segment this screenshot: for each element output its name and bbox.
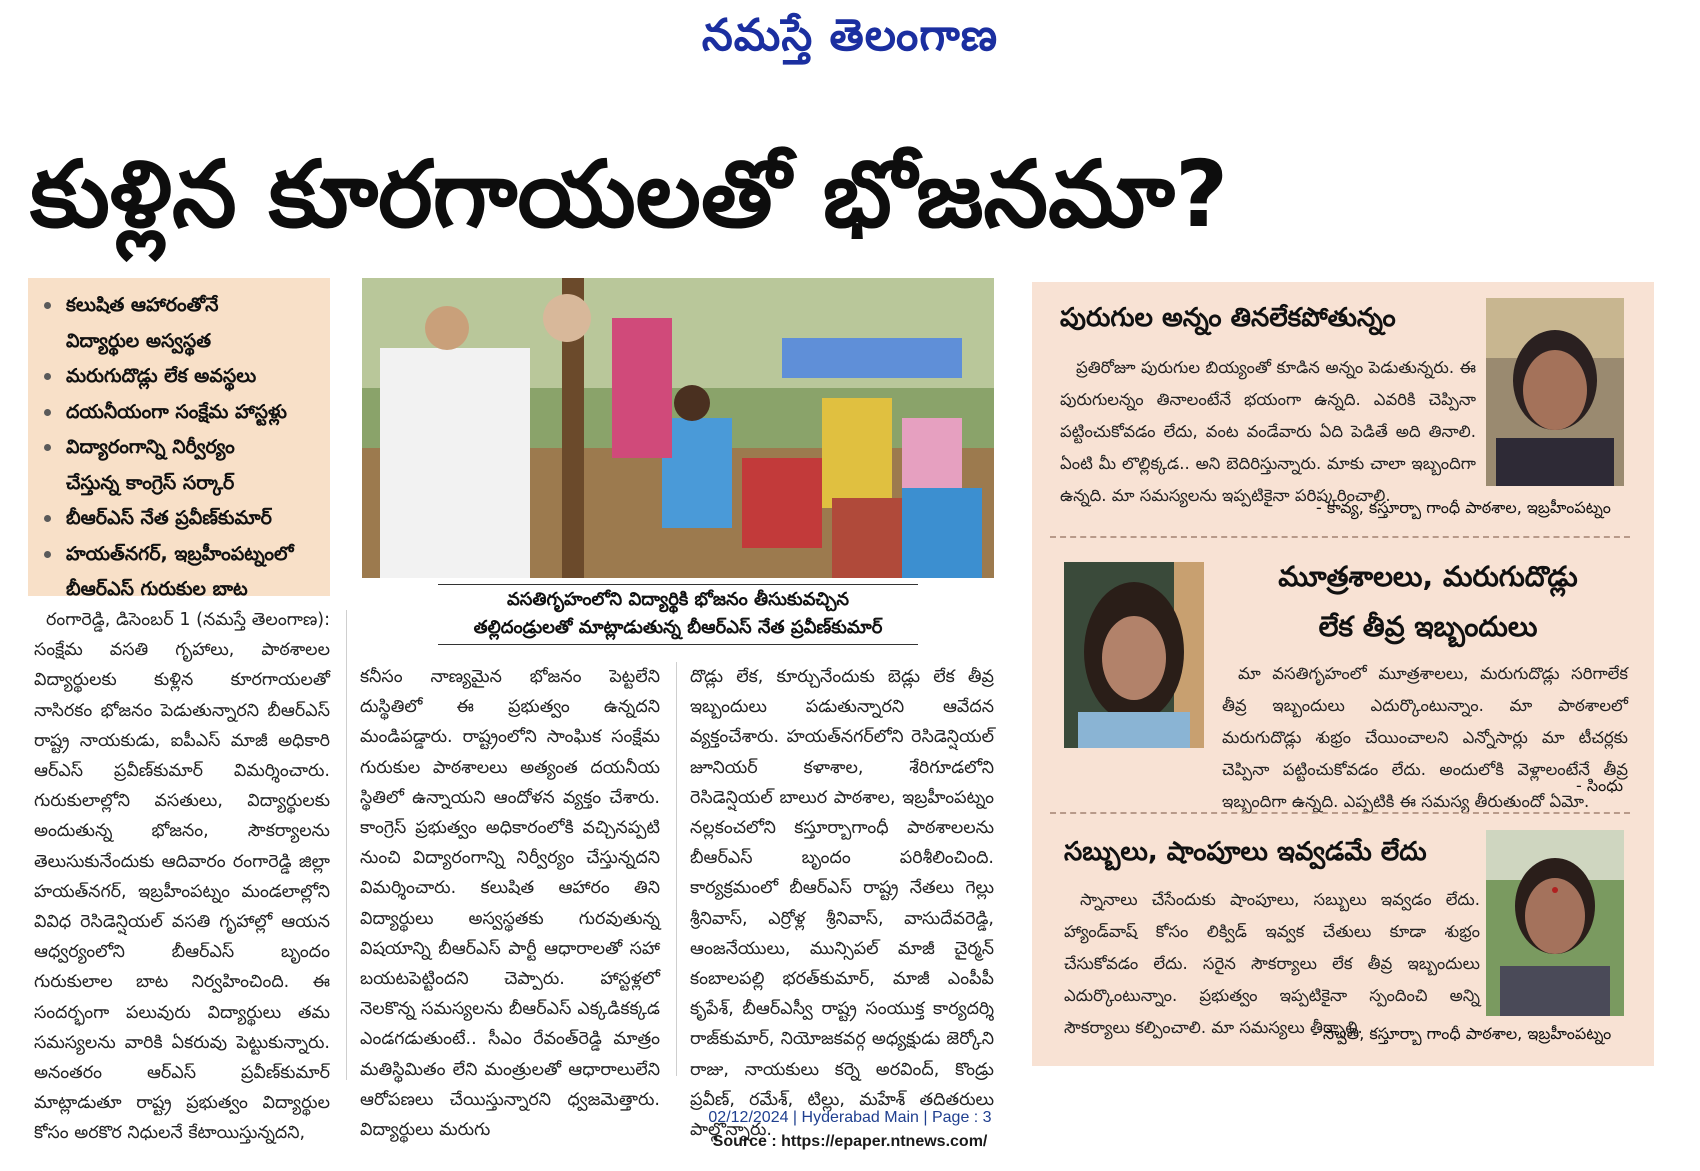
- highlight-item: బీఆర్ఎస్ నేత ప్రవీణ్‌కుమార్: [42, 501, 320, 537]
- bullet-icon: [44, 444, 51, 451]
- article-column-1: రంగారెడ్డి, డిసెంబర్ 1 (నమస్తే తెలంగాణ): సంక్షేమ వసతి గృహాలు, పాఠశాలల విద్యార్థులకు కుళ్లిన కూరగాయలతో నాసిరకం భోజనం పెడుతున్నారని బీఆర్ఎస్ రాష్ట్ర నాయకుడు, ఐపీఎస్ మాజీ అధికారి ఆర్ఎస్ ప్రవీణ్‌కుమార్ విమర్శించారు. గురుకులాల్లోని వసతులు, విద్యార్థులకు అందుతున్న భోజనం, సౌకర్యాలను తెలుసుకునేందుకు ఆదివారం రంగారెడ్డి జిల్లా హయత్‌నగర్, ఇబ్రహీంపట్నం మండలాల్లోని వివిధ రెసిడెన్షియల్ వసతి గృహాల్లో ఆయన ఆధ్వర్యంలోని బీఆర్ఎస్ బృందం గురుకులాల బాట నిర్వహించింది. ఈ సందర్భంగా పలువురు విద్యార్థులు తమ సమస్యలను వారికి ఏకరువు పెట్టుకున్నారు. అనంతరం ఆర్ఎస్ ప్రవీణ్‌కుమార్ మాట్లాడుతూ రాష్ట్ర ప్రభుత్వం విద్యార్థుల కోసం అరకొర నిధులనే కేటాయిస్తున్నదని,: [34, 610, 330, 1144]
- testimonial-3-body: స్నానాలు చేసేందుకు షాంపూలు, సబ్బులు ఇవ్వడం లేదు. హ్యాండ్‌వాష్ కోసం లిక్విడ్ ఇవ్వక చేతులు కూడా శుభ్రం చేసుకోవడం లేదు. సరైన సౌకర్యాలు లేక తీవ్ర ఇబ్బందులు ఎదుర్కొంటున్నాం. ప్రభుత్వం ఇప్పటికైనా స్పందించి అన్ని సౌకర్యాలు కల్పించాలి. మా సమస్యలు తీర్చాలి.: [1064, 890, 1480, 1037]
- testimonial-2: [1228, 552, 1628, 652]
- portrait-sindhu-photo: [1064, 562, 1204, 748]
- testimonial-2-title-line2: లేక తీవ్ర ఇబ్బందులు: [1318, 610, 1538, 643]
- footer-source: Source : https://epaper.ntnews.com/: [712, 1133, 988, 1150]
- highlight-item: మరుగుదొడ్లు లేక అవస్థలు: [42, 359, 320, 395]
- highlight-item: విద్యారంగాన్ని నిర్వీర్యం: [42, 430, 320, 466]
- highlight-item: హయత్‌నగర్, ఇబ్రహీంపట్నంలో: [42, 537, 320, 573]
- testimonial-3: [1064, 826, 1484, 1044]
- masthead-logo: నమస్తే తెలంగాణ: [701, 10, 999, 61]
- panel-divider: [1050, 536, 1630, 538]
- testimonial-1-signature: - కావ్య, కస్తూర్బా గాంధీ పాఠశాల, ఇబ్రహీంపట్నం: [1316, 498, 1611, 517]
- caption-top-rule: [438, 584, 918, 585]
- bullet-icon: [44, 409, 51, 416]
- bullet-icon: [44, 302, 51, 309]
- caption-bottom-rule: [438, 644, 918, 645]
- photo-caption: [362, 586, 994, 642]
- testimonial-3-title: సబ్బులు, షాంపూలు ఇవ్వడమే లేదు: [1064, 837, 1427, 867]
- article-column-2: కనీసం నాణ్యమైన భోజనం పెట్టలేని దుస్థితిలో ఈ ప్రభుత్వం ఉన్నదని మండిపడ్డారు. రాష్ట్రంలోని సాంఘిక సంక్షేమ గురుకుల పాఠశాలలు అత్యంత దయనీయ స్థితిలో ఉన్నాయని ఆందోళన వ్యక్తం చేశారు. కాంగ్రెస్ ప్రభుత్వం అధికారంలోకి వచ్చినప్పటి నుంచి విద్యారంగాన్ని నిర్వీర్యం చేస్తున్నదని విమర్శించారు. కలుషిత ఆహారం తిని విద్యార్థులు అస్వస్థతకు గురవుతున్న విషయాన్ని బీఆర్ఎస్ పార్టీ ఆధారాలతో సహా బయటపెట్టిందని చెప్పారు. హాస్టళ్లలో నెలకొన్న సమస్యలను బీఆర్ఎస్ ఎక్కడికక్కడ ఎండగడుతుంటే.. సీఎం రేవంత్‌రెడ్డి మాత్రం మతిస్థిమితం లేని మంత్రులతో ఆధారాలులేని ఆరోపణలు చేయిస్తున్నారని ధ్వజమెత్తారు. విద్యార్థులు మరుగు: [360, 667, 660, 1141]
- testimonial-1-body: ప్రతిరోజూ పురుగుల బియ్యంతో కూడిన అన్నం పెడుతున్నరు. ఈ పురుగులన్నం తినాలంటేనే భయంగా ఉన్నది. ఎవరికి చెప్పినా పట్టించుకోవడం లేదు, వంట వండేవారు ఏది పెడితే అది తినాలి. ఏంటి మీ లొల్లిక్కడ.. అని బెదిరిస్తున్నారు. మాకు చాలా ఇబ్బందిగా ఉన్నది. మా సమస్యలను ఇప్పటికైనా పరిష్కరించాలి.: [1060, 358, 1476, 505]
- column-divider: [346, 610, 347, 1080]
- testimonial-2-title-line1: మూత్రశాలలు, మరుగుదొడ్లు: [1278, 560, 1578, 593]
- headline: కుళ్లిన కూరగాయలతో భోజనమా?: [30, 141, 1229, 248]
- portrait-swathi: [1486, 830, 1624, 1016]
- portrait-kavya: [1486, 298, 1624, 486]
- article-column-3: దొడ్లు లేక, కూర్చునేందుకు బెడ్లు లేక తీవ్ర ఇబ్బందులు పడుతున్నారని ఆవేదన వ్యక్తంచేశారు. హయత్‌నగర్‌లోని రెసిడెన్షియల్ జూనియర్ కళాశాల, శేరిగూడలోని రెసిడెన్షియల్ బాలుర పాఠశాల, ఇబ్రహీంపట్నం నల్లకంచలోని కస్తూర్బాగాంధీ పాఠశాలలను బీఆర్ఎస్ బృందం పరిశీలించింది. కార్యక్రమంలో బీఆర్ఎస్ రాష్ట్ర నేతలు గెల్లు శ్రీనివాస్, ఎర్రోళ్ల శ్రీనివాస్, వాసుదేవరెడ్డి, ఆంజనేయులు, మున్సిపల్ మాజీ చైర్మన్ కంబాలపల్లి భరత్‌కుమార్, మాజీ ఎంపీపీ కృపేశ్, బీఆర్ఎస్వీ రాష్ట్ర సంయుక్త కార్యదర్శి రాజ్‌కుమార్, నియోజకవర్గ అధ్యక్షుడు జెర్కోని రాజు, నాయకులు కర్నె అరవింద్, కొండ్రు ప్రవీణ్, రమేశ్, టిల్లు, మహేశ్ తదితరులు పాల్గొన్నారు.: [690, 667, 994, 1141]
- footer: [0, 1106, 1700, 1154]
- testimonial-2-body: మా వసతిగృహంలో మూత్రశాలలు, మరుగుదొడ్లు సరిగాలేక తీవ్ర ఇబ్బందులు ఎదుర్కొంటున్నాం. మా పాఠశాలలో మరుగుదొడ్లు శుభ్రం చేయించాలని ఎన్నోసార్లు మా టీచర్లకు చెప్పినా పట్టించుకోవడం లేదు. అందులోకి వెళ్లాలంటేనే తీవ్ర ఇబ్బందిగా ఉన్నది. ఎప్పటికి ఈ సమస్య తీరుతుందో ఏమో.: [1222, 664, 1628, 811]
- portrait-swathi-photo: [1486, 830, 1624, 1016]
- highlight-item: కలుషిత ఆహారంతోనే: [42, 288, 320, 324]
- highlight-item: బీఆర్ఎస్ గురుకుల బాట: [66, 578, 248, 600]
- column-divider: [676, 662, 677, 1076]
- highlight-item: దయనీయంగా సంక్షేమ హాస్టళ్లు: [42, 395, 320, 431]
- bullet-icon: [44, 515, 51, 522]
- news-photo-illustration: [362, 278, 994, 578]
- portrait-sindhu: [1064, 562, 1204, 748]
- photo-caption-line1: వసతిగృహంలోని విద్యార్థికి భోజనం తీసుకువచ్చిన: [506, 589, 850, 610]
- testimonial-3-signature: - స్వాతి, కస్తూర్బా గాంధీ పాఠశాల, ఇబ్రహీంపట్నం: [1312, 1024, 1612, 1043]
- highlight-item: విద్యార్థుల అస్వస్థత: [66, 329, 212, 352]
- bullet-icon: [44, 373, 51, 380]
- news-photo: [362, 278, 994, 578]
- testimonial-1: [1060, 292, 1480, 512]
- testimonial-2-signature: - సింధు: [1576, 776, 1624, 795]
- testimonial-1-title: పురుగుల అన్నం తినలేకపోతున్నం: [1060, 303, 1396, 333]
- footer-edition-info: 02/12/2024 | Hyderabad Main | Page : 3: [708, 1109, 992, 1126]
- highlight-item: చేస్తున్న కాంగ్రెస్ సర్కార్: [66, 471, 235, 494]
- portrait-kavya-photo: [1486, 298, 1624, 486]
- highlights-box: [28, 278, 330, 600]
- bullet-icon: [44, 551, 51, 558]
- panel-divider: [1050, 812, 1630, 814]
- photo-caption-line2: తల్లిదండ్రులతో మాట్లాడుతున్న బీఆర్ఎస్ నేత ప్రవీణ్‌కుమార్: [473, 617, 883, 638]
